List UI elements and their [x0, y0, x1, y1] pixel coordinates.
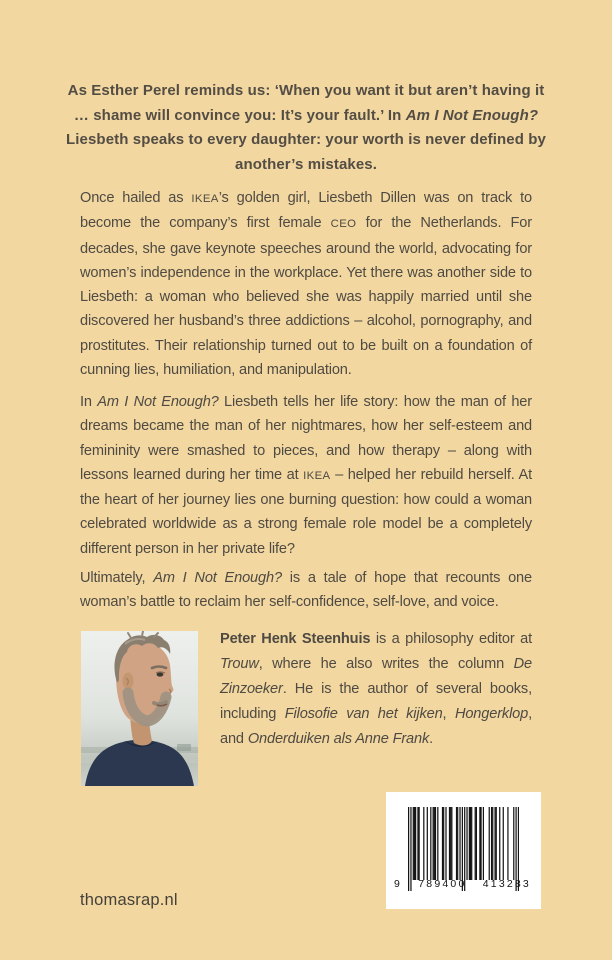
- barcode: [386, 792, 541, 909]
- publisher-url: thomasrap.nl: [80, 891, 178, 909]
- synopsis-paragraph-3: Ultimately, Am I Not Enough? is a tale of hope that recounts one woman’s battle to reclaim her self-confidence, self-love, and voice.: [80, 570, 532, 611]
- endorsement-quote: As Esther Perel reminds us: ‘When you want it but aren’t having it … shame will convince you: It’s your fault.’ In Am I Not Enough? Liesbeth speaks to every daughter: your worth is never defined by another’s mistakes.: [66, 82, 546, 173]
- barcode-digit-group: 413283: [482, 878, 531, 890]
- author-section: [81, 631, 532, 786]
- barcode-digit-group: 9: [394, 878, 403, 890]
- barcode-digits: [394, 878, 531, 890]
- synopsis-paragraph-2: In Am I Not Enough? Liesbeth tells her life story: how the man of her dreams became the man of her nightmares, how her self-esteem and femininity were smashed to pieces, and how therapy – along with lessons learned during her time at IKEA – helped her rebuild herself. At the heart of her journey lies one burning question: how could a woman celebrated worldwide as a strong female role model be a completely different person in her private life?: [80, 394, 532, 557]
- author-photo: [81, 631, 198, 786]
- synopsis-paragraph-1: Once hailed as IKEA’s golden girl, Liesbeth Dillen was on track to become the company’s first female CEO for the Netherlands. For decades, she gave keynote speeches around the world, advocating for women’s independence in the workplace. Yet there was another side to Liesbeth: a woman who believed she was happily married until she discovered her husband’s three addictions – alcohol, pornography, and prostitutes. Their relationship turned out to be built on a foundation of cunning lies, humiliation, and manipulation.: [80, 190, 532, 379]
- barcode-digit-group: 789400: [418, 878, 467, 890]
- author-bio: Peter Henk Steenhuis is a philosophy editor at Trouw, where he also writes the column De Zinzoeker. He is the author of several books, including Filosofie van het kijken, Hongerklop, and Onderduiken als Anne Frank.: [220, 631, 533, 747]
